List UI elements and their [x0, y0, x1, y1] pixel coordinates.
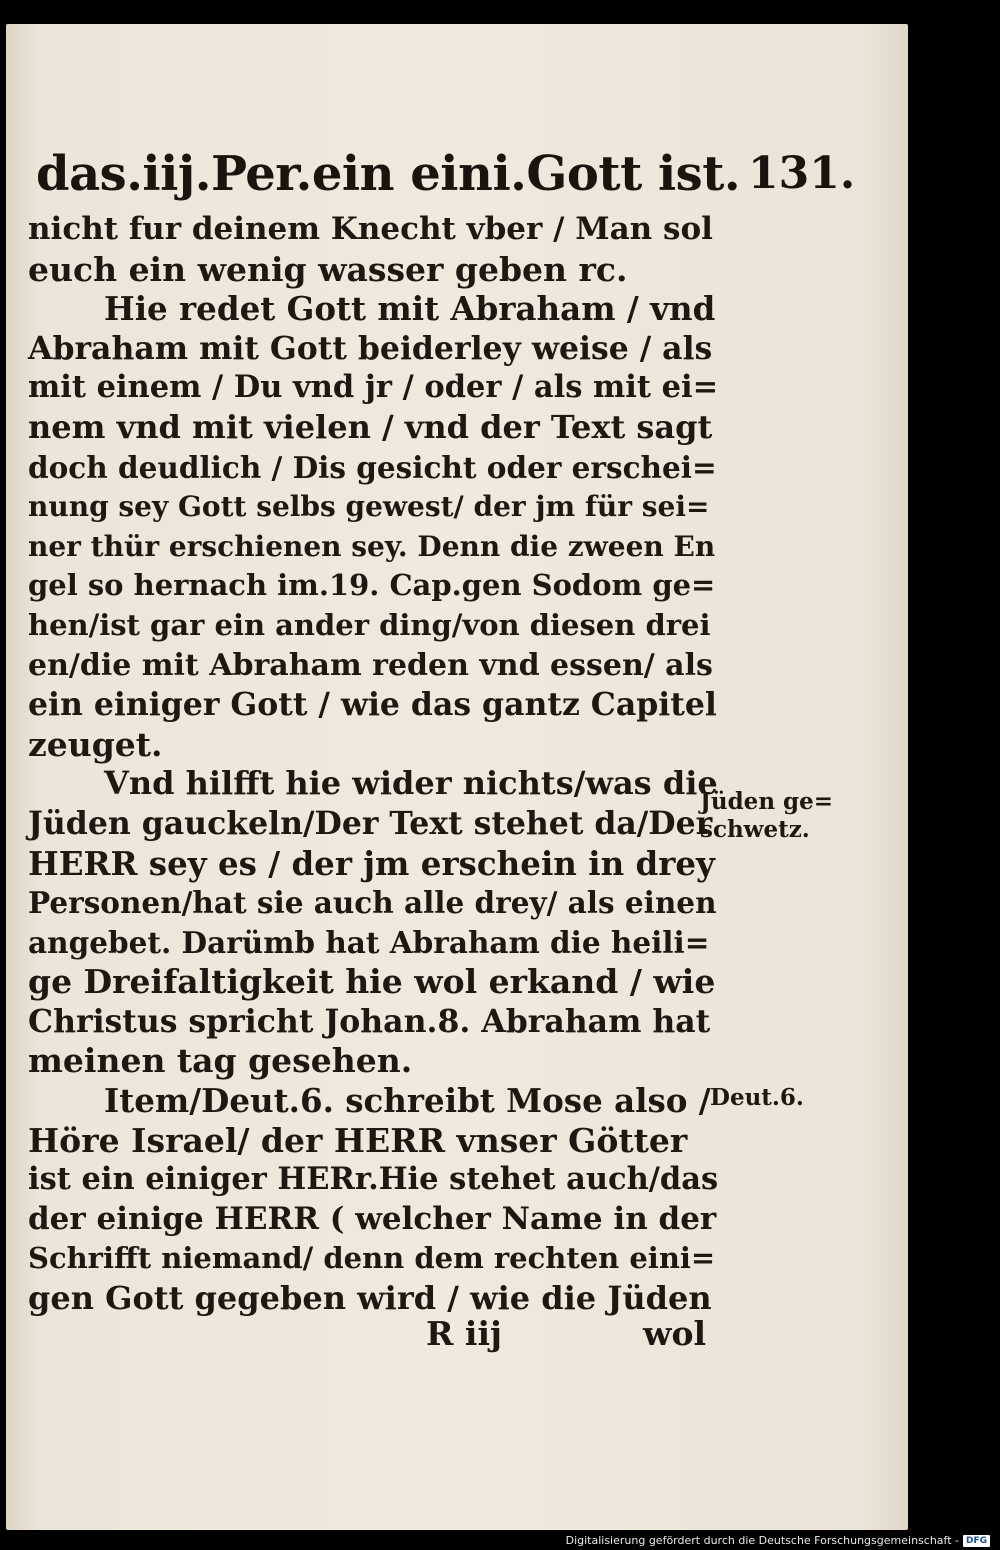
text-line: HERR sey es / der jm erschein in drey	[28, 843, 715, 883]
text-line: angebet. Darümb hat Abraham die heili=	[28, 924, 710, 960]
text-line: doch deudlich / Dis gesicht oder erschei=	[28, 449, 717, 485]
text-line: Schrifft niemand/ denn dem rechten eini=	[28, 1241, 716, 1276]
text-line: ist ein einiger HERr.Hie stehet auch/das	[28, 1161, 719, 1198]
text-line: nicht fur deinem Knecht vber / Man sol	[28, 211, 713, 247]
text-line: meinen tag gesehen.	[28, 1041, 413, 1081]
text-line: Christus spricht Johan.8. Abraham hat	[28, 1002, 711, 1040]
text-line: gel so hernach im.19. Cap.gen Sodom ge=	[28, 568, 716, 603]
margin-note-line: Deut.6.	[710, 1084, 804, 1111]
catchwords	[426, 1314, 706, 1353]
text-line: Abraham mit Gott beiderley weise / als	[28, 329, 713, 367]
text-line: Vnd hilfft hie wider nichts/was die	[104, 764, 718, 803]
text-line: ein einiger Gott / wie das gantz Capitel	[28, 686, 717, 724]
text-line: zeuget.	[28, 724, 163, 764]
book-page	[6, 24, 908, 1530]
text-line: nung sey Gott selbs gewest/ der jm für sei=	[28, 490, 710, 524]
signature-mark: R iij	[426, 1314, 502, 1353]
text-line: mit einem / Du vnd jr / oder / als mit ei=	[28, 369, 719, 406]
text-line: en/die mit Abraham reden vnd essen/ als	[28, 647, 713, 683]
margin-note-deut	[710, 1084, 804, 1112]
text-line: Personen/hat sie auch alle drey/ als einen	[28, 885, 717, 921]
text-line: Hie redet Gott mit Abraham / vnd	[104, 289, 716, 329]
text-line: nem vnd mit vielen / vnd der Text sagt	[28, 407, 713, 446]
running-head: das.iij.Per.ein eini.Gott ist.	[36, 146, 741, 202]
dfg-logo: DFG	[963, 1535, 990, 1547]
text-line: Jüden gauckeln/Der Text stehet da/Der	[28, 804, 713, 842]
text-line: euch ein wenig wasser geben rc.	[28, 249, 628, 289]
catchword: wol	[643, 1314, 706, 1353]
text-line: hen/ist gar ein ander ding/von diesen drei	[28, 607, 711, 642]
text-line: ge Dreifaltigkeit hie wol erkand / wie	[28, 962, 716, 1002]
margin-note-line: Jüden ge=	[700, 788, 834, 815]
text-line: der einige HERR ( welcher Name in der	[28, 1200, 717, 1237]
body-text	[28, 210, 718, 1319]
text-line: ner thür erschienen sey. Denn die zween En	[28, 529, 716, 563]
margin-note-jueden	[700, 788, 833, 844]
text-line: gen Gott gegeben wird / wie die Jüden	[28, 1279, 712, 1318]
text-line: Item/Deut.6. schreibt Mose also /	[104, 1081, 711, 1121]
text-line: Höre Israel/ der HERR vnser Götter	[28, 1120, 688, 1160]
page-number: 131.	[748, 148, 856, 199]
funding-notice: Digitalisierung gefördert durch die Deutsche Forschungsgemeinschaft -	[565, 1534, 959, 1547]
margin-note-line: schwetz.	[700, 816, 810, 843]
footer	[566, 1534, 990, 1547]
